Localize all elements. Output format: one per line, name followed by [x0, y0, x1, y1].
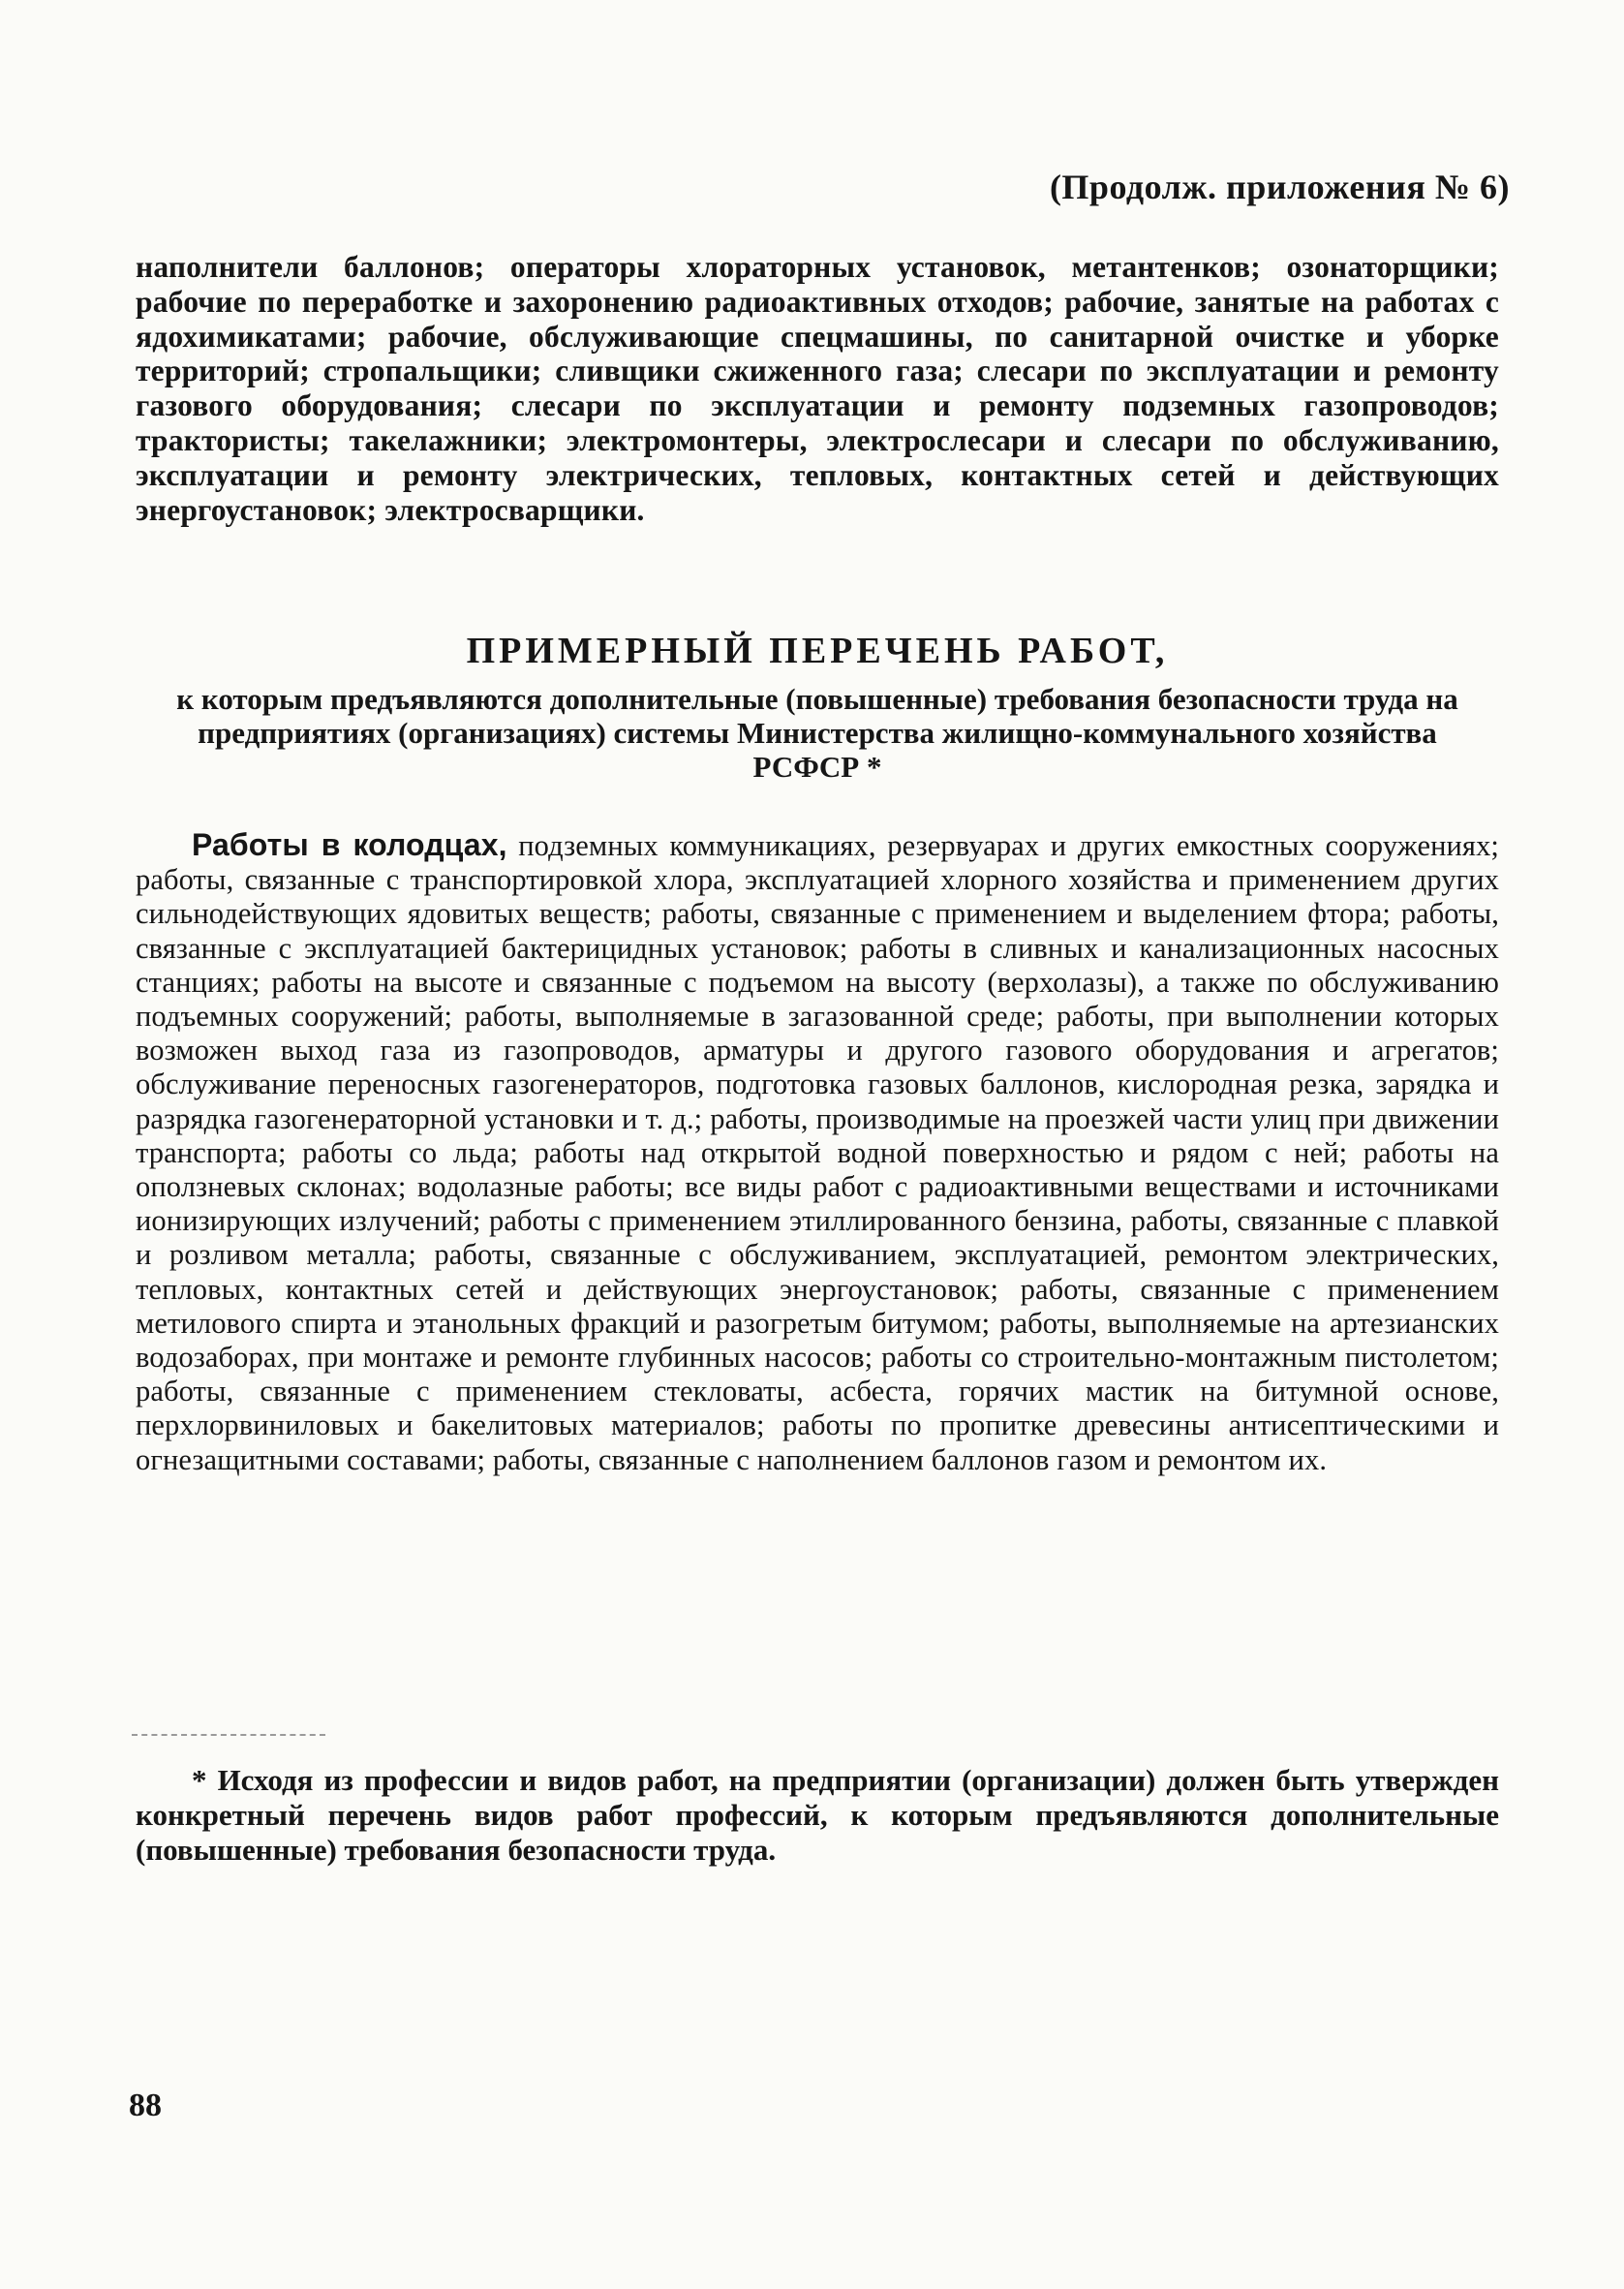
- continuation-header: (Продолж. приложения № 6): [1049, 168, 1510, 206]
- main-paragraph-text: подземных коммуникациях, резервуарах и других емкостных сооружениях; работы, связанные с транспортировкой хлора, эксплуатацией хлорного хозяйства и применением других сильнодействующих ядовитых веществ; работы, связанные с применением и выделением фтора; работы, связанные с эксплуатацией бактерицидных установок; работы в сливных и канализационных насосных станциях; работы на высоте и связанные с подъемом на высоту (верхолазы), а также по обслуживанию подъемных сооружений; работы, выполняемые в загазованной среде; работы, при выполнении которых возможен выход газа из газопроводов, арматуры и другого газового оборудования и агрегатов; обслуживание переносных газогенераторов, подготовка газовых баллонов, кислородная резка, зарядка и разрядка газогенераторной установки и т. д.; работы, производимые на проезжей части улиц при движении транспорта; работы со льда; работы над открытой водной поверхностью и рядом с ней; работы на оползневых склонах; водолазные работы; все виды работ с радиоактивными веществами и источниками ионизирующих излучений; работы с применением этиллированного бензина, работы, связанные с плавкой и розливом металла; работы, связанные с обслуживанием, эксплуатацией, ремонтом электрических, тепловых, контактных сетей и действующих энергоустановок; работы, связанные с применением метилового спирта и этанольных фракций и разогретым битумом; работы, выполняемые на артезианских водозаборах, при монтаже и ремонте глубинных насосов; работы со строительно-монтажным пистолетом; работы, связанные с применением стекловаты, асбеста, горячих мастик на битумной основе, перхлорвиниловых и бакелитовых материалов; работы по пропитке древесины антисептическими и огнезащитными составами; работы, связанные с наполнением баллонов газом и ремонтом их.: [136, 829, 1499, 1476]
- section-title: ПРИМЕРНЫЙ ПЕРЕЧЕНЬ РАБОТ,: [466, 631, 1169, 671]
- main-paragraph-lead: Работы в колодцах,: [192, 827, 507, 862]
- main-paragraph: [136, 828, 1499, 1477]
- footnote-divider: [132, 1734, 325, 1736]
- section-subtitle: к которым предъявляются дополнительные (повышенные) требования безопасности труда на предприятиях (организациях) системы Министерства жилищно-коммунального хозяйства РСФСР *: [176, 682, 1458, 784]
- intro-paragraph: наполнители баллонов; операторы хлораторных установок, метантенков; озонаторщики; рабочие по переработке и захоронению радиоактивных отходов; рабочие, занятые на работах с ядохимикатами; рабочие, обслуживающие спецмашины, по санитарной очистке и уборке территорий; стропальщики; сливщики сжиженного газа; слесари по эксплуатации и ремонту газового оборудования; слесари по эксплуатации и ремонту подземных газопроводов; трактористы; такелажники; электромонтеры, электрослесари и слесари по обслуживанию, эксплуатации и ремонту электрических, тепловых, контактных сетей и действующих энергоустановок; электросварщики.: [136, 250, 1499, 527]
- page-number: 88: [129, 2088, 162, 2123]
- footnote: * Исходя из профессии и видов работ, на предприятии (организации) должен быть утвержден конкретный перечень видов работ профессий, к которым предъявляются дополнительные (повышенные) требования безопасности труда.: [136, 1763, 1499, 1867]
